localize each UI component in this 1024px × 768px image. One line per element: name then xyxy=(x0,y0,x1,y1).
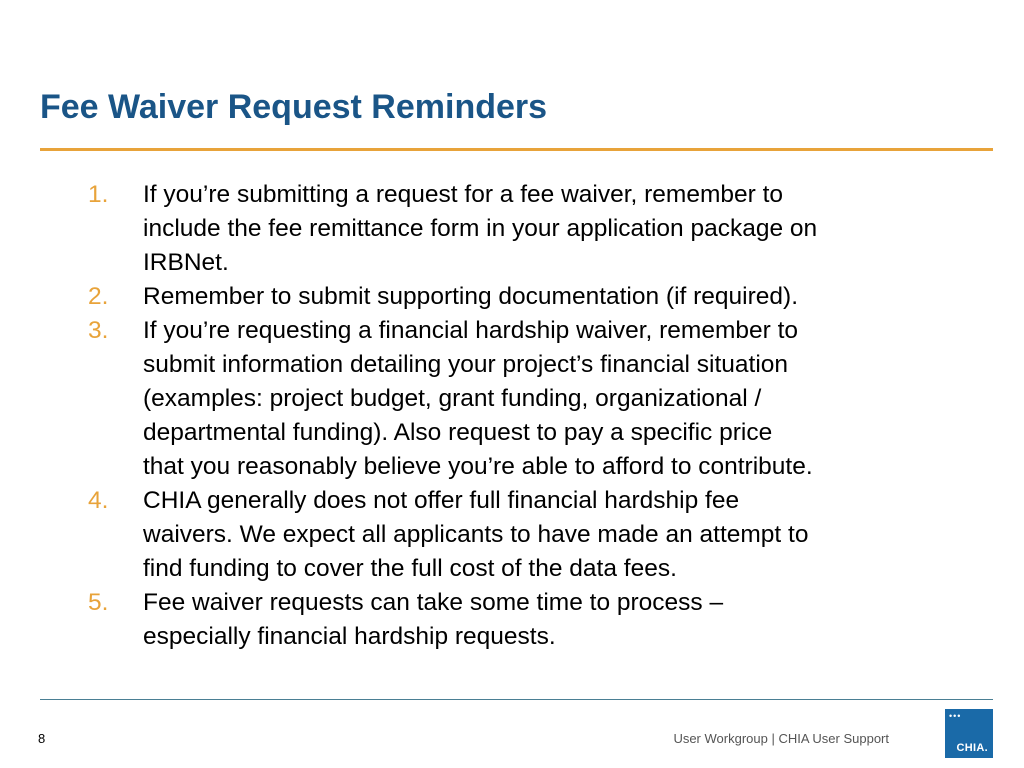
list-text: Remember to submit supporting documentation (if required). xyxy=(143,283,799,310)
page-number: 8 xyxy=(38,731,46,746)
logo-dots-icon: ••• xyxy=(949,711,962,721)
footer-text: User Workgroup | CHIA User Support xyxy=(673,731,889,746)
logo-wordmark: CHIA. xyxy=(956,742,988,754)
list-item xyxy=(88,314,948,484)
chia-logo xyxy=(945,709,993,758)
list-item xyxy=(88,280,948,314)
list-number: 3. xyxy=(88,317,109,344)
reminder-list xyxy=(88,178,948,654)
list-text: If you’re requesting a financial hardship waiver, remember to submit information detailing your project’s financial situation (examples: project budget, grant funding, organizational / departmental funding). Also request to pay a specific price that you reasonably believe you’re able to afford to contribute. xyxy=(143,317,813,480)
list-item xyxy=(88,484,948,586)
list-item xyxy=(88,586,948,654)
list-number: 4. xyxy=(88,487,109,514)
footer-divider xyxy=(40,699,993,700)
list-number: 1. xyxy=(88,181,109,208)
list-text: CHIA generally does not offer full financial hardship fee waivers. We expect all applicants to have made an attempt to find funding to cover the full cost of the data fees. xyxy=(143,487,809,582)
list-text: Fee waiver requests can take some time to process – especially financial hardship requests. xyxy=(143,589,724,650)
title-divider xyxy=(40,148,993,151)
slide-title: Fee Waiver Request Reminders xyxy=(40,88,548,126)
list-number: 2. xyxy=(88,283,109,310)
list-number: 5. xyxy=(88,589,109,616)
list-item xyxy=(88,178,948,280)
list-text: If you’re submitting a request for a fee waiver, remember to include the fee remittance form in your application package on IRBNet. xyxy=(143,181,818,276)
